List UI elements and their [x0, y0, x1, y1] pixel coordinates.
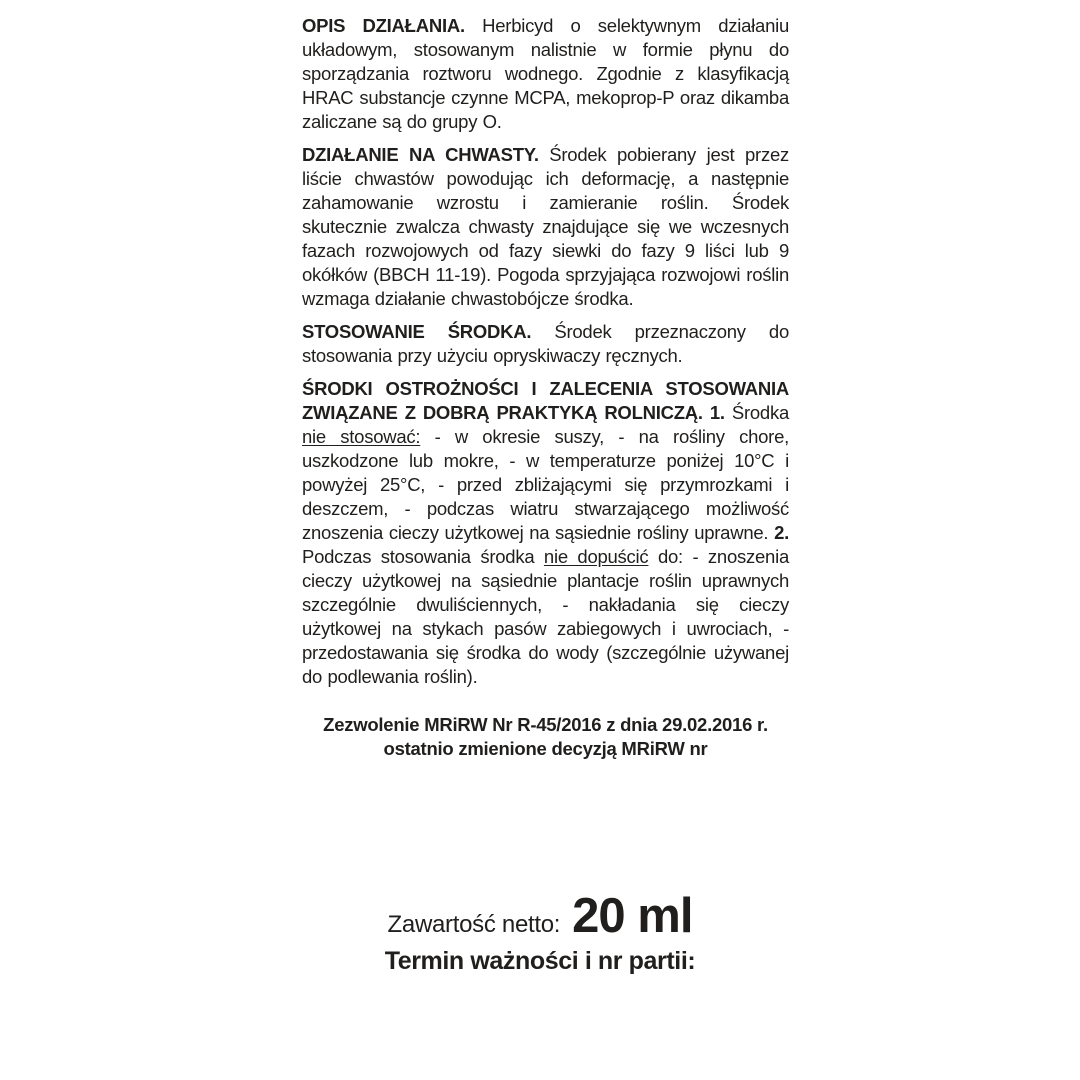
label-text-column [302, 14, 789, 761]
net-content-value: 20 ml [572, 889, 693, 943]
text-segment: STOSOWANIE ŚRODKA. [302, 321, 532, 342]
text-segment: nie dopuścić [543, 546, 649, 567]
net-content-line [0, 888, 1080, 944]
text-segment: Środka [724, 402, 789, 423]
text-segment: DZIAŁANIE NA CHWASTY. [302, 144, 539, 165]
paragraph-srodki-ostroznosci [302, 377, 789, 689]
text-segment: Środek przeznaczony do stosowania przy użyciu opryskiwaczy ręcznych. [302, 321, 789, 366]
paragraph-opis-dzialania [302, 14, 789, 134]
text-segment: 1. [709, 402, 725, 423]
net-content-section [0, 888, 1080, 976]
text-segment: Środek pobierany jest przez liście chwastów powodując ich deformację, a następnie zahamowanie wzrostu i zamieranie roślin. Środek skutecznie zwalcza chwasty znajdujące się we wczesnych fazach rozwojowych od fazy siewki do fazy 9 liści lub 9 okółków (BBCH 11-19). Pogoda sprzyjająca rozwojowi roślin wzmaga działanie chwastobójcze środka. [302, 144, 789, 309]
paragraph-dzialanie-na-chwasty [302, 143, 789, 311]
net-content-label: Zawartość netto: [387, 911, 561, 938]
text-segment: - w okresie suszy, - na rośliny chore, uszkodzone lub mokre, - w temperaturze poniżej 10°C i powyżej 25°C, - przed zbliżającymi się przymrozkami i deszczem, - podczas wiatru stwarzającego możliwość znoszenia cieczy użytkowej na sąsiednie rośliny uprawne. [302, 426, 789, 543]
text-segment: Herbicyd o selektywnym działaniu układowym, stosowanym nalistnie w formie płynu do sporządzania roztworu wodnego. Zgodnie z klasyfikacją HRAC substancje czynne MCPA, mekoprop-P oraz dikamba zaliczane są do grupy O. [302, 15, 790, 132]
batch-expiry-label: Termin ważności i nr partii: [384, 947, 696, 975]
text-segment: Podczas stosowania środka [302, 546, 544, 567]
authorization-line-1: Zezwolenie MRiRW Nr R-45/2016 z dnia 29.02.2016 r. [323, 714, 768, 735]
text-segment: nie stosować: [302, 426, 421, 447]
authorization-block [302, 713, 789, 761]
authorization-line-2: ostatnio zmienione decyzją MRiRW nr [383, 738, 708, 759]
paragraph-stosowanie-srodka [302, 320, 789, 368]
text-segment: 2. [774, 522, 789, 543]
text-segment: ŚRODKI OSTROŻNOŚCI I ZALECENIA STOSOWANIA ZWIĄZANE Z DOBRĄ PRAKTYKĄ ROLNICZĄ. [302, 378, 789, 423]
text-segment: OPIS DZIAŁANIA. [302, 15, 465, 36]
text-segment: do: - znoszenia cieczy użytkowej na sąsiednie plantacje roślin uprawnych szczególnie dwuliściennych, - nakładania się cieczy użytkowej na stykach pasów zabiegowych i uwrociach, - przedostawania się środka do wody (szczególnie używanej do podlewania roślin). [302, 546, 789, 687]
